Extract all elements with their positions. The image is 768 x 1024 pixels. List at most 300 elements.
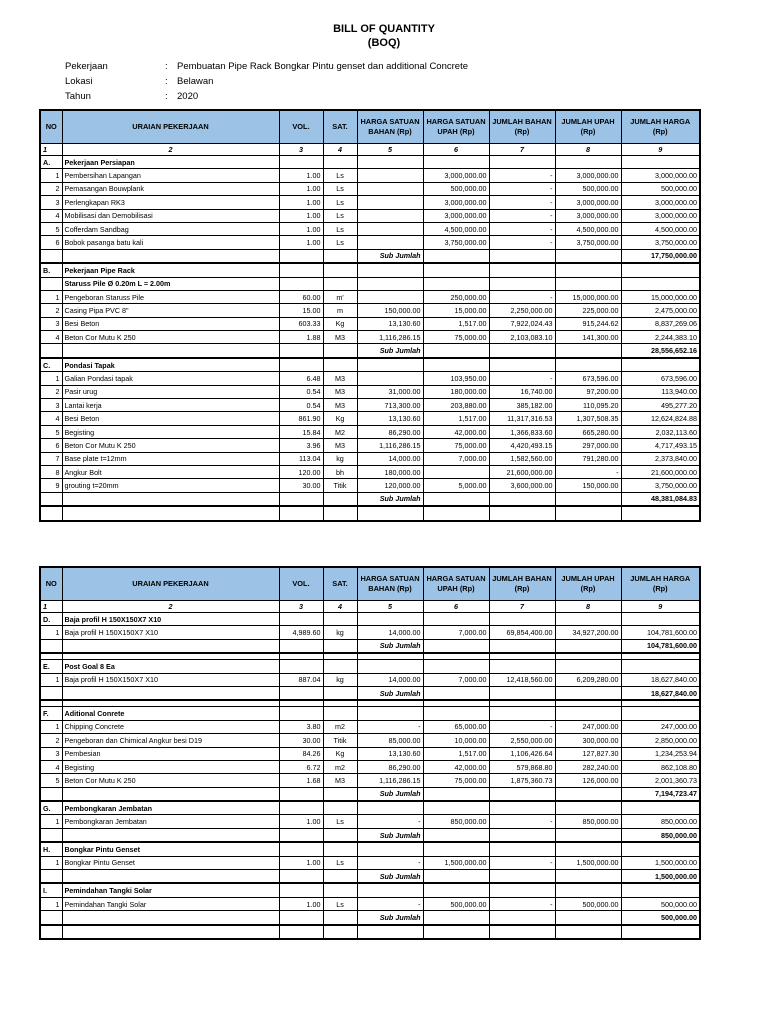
- table-cell: 113,940.00: [621, 385, 700, 398]
- table-cell: 500,000.00: [423, 897, 489, 910]
- table-cell: [62, 686, 279, 700]
- table-cell: [279, 156, 323, 169]
- table-row: [40, 290, 700, 303]
- table-cell: Beton Cor Mutu K 250: [62, 774, 279, 787]
- table-cell: 86,290.00: [357, 425, 423, 438]
- table-cell: 110,095.20: [555, 399, 621, 412]
- subtotal-value: 500,000.00: [621, 911, 700, 925]
- subtotal-label: Sub Jumlah: [357, 828, 423, 842]
- table-cell: [555, 925, 621, 939]
- table-cell: -: [489, 222, 555, 235]
- table-cell: 6,209,280.00: [555, 673, 621, 686]
- table-cell: [62, 911, 279, 925]
- table-cell: [279, 358, 323, 372]
- table-cell: [423, 883, 489, 897]
- table-cell: 42,000.00: [423, 760, 489, 773]
- table-cell: 2,850,000.00: [621, 734, 700, 747]
- section-row: [40, 842, 700, 856]
- table-cell: [489, 707, 555, 720]
- info-label: Lokasi: [65, 76, 93, 87]
- table-cell: Ls: [323, 222, 357, 235]
- table-cell: [62, 787, 279, 801]
- table-cell: 1: [40, 169, 62, 182]
- table-cell: [423, 925, 489, 939]
- table-cell: 300,000.00: [555, 734, 621, 747]
- table-cell: 247,000.00: [621, 720, 700, 733]
- table-cell: [279, 911, 323, 925]
- table-cell: [621, 358, 700, 372]
- column-index: 9: [621, 601, 700, 613]
- table-cell: [621, 613, 700, 626]
- table-cell: M3: [323, 439, 357, 452]
- table-cell: 12,624,824.88: [621, 412, 700, 425]
- table-cell: [489, 613, 555, 626]
- table-cell: 1.00: [279, 196, 323, 209]
- subtotal-label: Sub Jumlah: [357, 249, 423, 263]
- table-cell: Staruss Pile Ø 0.20m L = 2.00m: [62, 277, 279, 290]
- table-cell: 250,000.00: [423, 290, 489, 303]
- table-cell: 30.00: [279, 479, 323, 492]
- table-row: [40, 385, 700, 398]
- column-header: JUMLAH UPAH (Rp): [555, 110, 621, 144]
- table-cell: [555, 639, 621, 653]
- table-cell: 65,000.00: [423, 720, 489, 733]
- table-cell: [423, 801, 489, 815]
- table-cell: Pemindahan Tangki Solar: [62, 897, 279, 910]
- table-cell: 4,500,000.00: [423, 222, 489, 235]
- table-cell: 2: [40, 385, 62, 398]
- table-cell: Kg: [323, 412, 357, 425]
- table-cell: 3,000,000.00: [423, 196, 489, 209]
- table-cell: 713,300.00: [357, 399, 423, 412]
- table-cell: Bongkar Pintu Genset: [62, 842, 279, 856]
- column-header: JUMLAH HARGA (Rp): [621, 567, 700, 601]
- table-cell: [357, 372, 423, 385]
- table-cell: [40, 492, 62, 506]
- info-label: Tahun: [65, 91, 91, 102]
- table-cell: -: [489, 856, 555, 869]
- table-cell: m: [323, 304, 357, 317]
- table-cell: 104,781,600.00: [621, 626, 700, 639]
- table-cell: -: [489, 815, 555, 828]
- table-cell: 15,000.00: [423, 304, 489, 317]
- table-cell: 3,750,000.00: [621, 236, 700, 249]
- table-cell: 4: [40, 209, 62, 222]
- table-cell: [357, 209, 423, 222]
- table-cell: Ls: [323, 856, 357, 869]
- table-cell: [621, 842, 700, 856]
- table-cell: kg: [323, 452, 357, 465]
- table-cell: 861.90: [279, 412, 323, 425]
- table-cell: [357, 277, 423, 290]
- info-value: Belawan: [177, 76, 214, 87]
- table-cell: 2,550,000.00: [489, 734, 555, 747]
- table-cell: [323, 639, 357, 653]
- table-cell: [489, 911, 555, 925]
- table-cell: 673,596.00: [621, 372, 700, 385]
- table-cell: 1: [40, 290, 62, 303]
- table-cell: 150,000.00: [555, 479, 621, 492]
- section-row: [40, 613, 700, 626]
- table-cell: 1,582,560.00: [489, 452, 555, 465]
- table-cell: Besi Beton: [62, 317, 279, 330]
- table-row: [40, 317, 700, 330]
- table-row: [40, 331, 700, 344]
- table-cell: 1.00: [279, 169, 323, 182]
- table-cell: 97,200.00: [555, 385, 621, 398]
- column-index: 2: [62, 144, 279, 156]
- table-row: [40, 856, 700, 869]
- column-index: 7: [489, 144, 555, 156]
- table-cell: 4,989.60: [279, 626, 323, 639]
- table-cell: 126,000.00: [555, 774, 621, 787]
- subtotal-value: 1,500,000.00: [621, 870, 700, 884]
- table-cell: Ls: [323, 196, 357, 209]
- table-cell: 11,317,316.53: [489, 412, 555, 425]
- table-cell: [555, 492, 621, 506]
- table-cell: 15.00: [279, 304, 323, 317]
- table-cell: 60.00: [279, 290, 323, 303]
- table-cell: [555, 828, 621, 842]
- table-cell: Pemasangan Bouwplank: [62, 182, 279, 195]
- table-cell: [489, 263, 555, 277]
- table-cell: [323, 870, 357, 884]
- table-row: [40, 372, 700, 385]
- table-cell: 13,130.60: [357, 412, 423, 425]
- table-cell: 6: [40, 439, 62, 452]
- table-cell: [357, 883, 423, 897]
- table-cell: Pembesian: [62, 747, 279, 760]
- table-cell: D.: [40, 613, 62, 626]
- table-cell: [489, 344, 555, 358]
- table-cell: 3,750,000.00: [555, 236, 621, 249]
- table-cell: 120,000.00: [357, 479, 423, 492]
- table-cell: [279, 506, 323, 520]
- table-cell: Besi Beton: [62, 412, 279, 425]
- table-cell: [423, 506, 489, 520]
- table-cell: [357, 707, 423, 720]
- table-cell: [40, 828, 62, 842]
- subtotal-label: Sub Jumlah: [357, 870, 423, 884]
- table-cell: [555, 277, 621, 290]
- column-header: JUMLAH HARGA (Rp): [621, 110, 700, 144]
- table-cell: Baja profil H 150X150X7 X10: [62, 626, 279, 639]
- column-index: 1: [40, 601, 62, 613]
- table-cell: 4: [40, 412, 62, 425]
- column-index: 3: [279, 601, 323, 613]
- table-cell: [621, 925, 700, 939]
- table-cell: M3: [323, 774, 357, 787]
- table-cell: 3,000,000.00: [423, 169, 489, 182]
- table-cell: [357, 842, 423, 856]
- table-cell: M3: [323, 372, 357, 385]
- table-cell: [423, 344, 489, 358]
- table-cell: Aditional Conrete: [62, 707, 279, 720]
- table-cell: 1,875,360.73: [489, 774, 555, 787]
- table-cell: [357, 613, 423, 626]
- table-cell: [62, 925, 279, 939]
- table-cell: Ls: [323, 209, 357, 222]
- table-cell: Pembersihan Lapangan: [62, 169, 279, 182]
- blank-row: [40, 506, 700, 520]
- table-cell: [279, 787, 323, 801]
- table-cell: 2: [40, 304, 62, 317]
- table-cell: [323, 358, 357, 372]
- table-cell: 1,517.00: [423, 412, 489, 425]
- table-cell: [40, 686, 62, 700]
- table-cell: [323, 249, 357, 263]
- table-cell: 4,500,000.00: [555, 222, 621, 235]
- table-cell: Base plate t=12mm: [62, 452, 279, 465]
- table-cell: 1,116,286.15: [357, 774, 423, 787]
- doc-title: BILL OF QUANTITY: [333, 23, 435, 35]
- table-cell: [357, 196, 423, 209]
- subtotal-row: [40, 911, 700, 925]
- table-cell: 15,000,000.00: [555, 290, 621, 303]
- table-cell: 120.00: [279, 465, 323, 478]
- table-cell: 86,290.00: [357, 760, 423, 773]
- table-cell: 2,373,840.00: [621, 452, 700, 465]
- table-cell: 14,000.00: [357, 626, 423, 639]
- table-cell: [357, 358, 423, 372]
- table-cell: Begisting: [62, 760, 279, 773]
- column-index: 3: [279, 144, 323, 156]
- table-cell: [62, 249, 279, 263]
- subtotal-label: Sub Jumlah: [357, 686, 423, 700]
- table-cell: 6.72: [279, 760, 323, 773]
- table-cell: [323, 344, 357, 358]
- table-cell: [323, 613, 357, 626]
- table-cell: [489, 801, 555, 815]
- subtotal-label: Sub Jumlah: [357, 344, 423, 358]
- table-row: [40, 815, 700, 828]
- table-cell: -: [357, 720, 423, 733]
- table-cell: Pengeboran Staruss Pile: [62, 290, 279, 303]
- table-cell: [489, 639, 555, 653]
- table-cell: 7,000.00: [423, 452, 489, 465]
- table-row: [40, 169, 700, 182]
- table-cell: [40, 277, 62, 290]
- table-cell: 3,000,000.00: [621, 169, 700, 182]
- table-cell: 1: [40, 856, 62, 869]
- table-cell: 5,000.00: [423, 479, 489, 492]
- table-cell: 1.88: [279, 331, 323, 344]
- table-cell: 1: [40, 626, 62, 639]
- table-row: [40, 673, 700, 686]
- table-cell: [489, 358, 555, 372]
- table-cell: 84.26: [279, 747, 323, 760]
- table-cell: 4: [40, 331, 62, 344]
- table-cell: [555, 911, 621, 925]
- table-cell: -: [489, 372, 555, 385]
- table-cell: [489, 686, 555, 700]
- table-cell: [555, 263, 621, 277]
- table-cell: [323, 156, 357, 169]
- table-cell: [279, 828, 323, 842]
- table-row: [40, 760, 700, 773]
- table-cell: [279, 249, 323, 263]
- table-cell: 2,250,000.00: [489, 304, 555, 317]
- table-cell: [555, 249, 621, 263]
- table-row: [40, 720, 700, 733]
- table-cell: [423, 842, 489, 856]
- table-cell: [62, 344, 279, 358]
- column-header: HARGA SATUAN UPAH (Rp): [423, 567, 489, 601]
- table-row: [40, 209, 700, 222]
- column-index: 4: [323, 601, 357, 613]
- table-cell: [279, 492, 323, 506]
- table-cell: 3,000,000.00: [555, 169, 621, 182]
- table-cell: 3.80: [279, 720, 323, 733]
- table-cell: 0.54: [279, 399, 323, 412]
- info-value: Pembuatan Pipe Rack Bongkar Pintu genset dan additional Concrete: [177, 61, 468, 72]
- table-row: [40, 465, 700, 478]
- table-cell: kg: [323, 626, 357, 639]
- table-cell: 225,000.00: [555, 304, 621, 317]
- table-cell: 3,000,000.00: [423, 209, 489, 222]
- column-index-row: [40, 601, 700, 613]
- table-cell: [62, 870, 279, 884]
- table-cell: 18,627,840.00: [621, 673, 700, 686]
- subtotal-row: [40, 787, 700, 801]
- table-row: [40, 774, 700, 787]
- table-cell: 2,032,113.60: [621, 425, 700, 438]
- table-cell: 1,307,508.35: [555, 412, 621, 425]
- table-cell: 3,000,000.00: [621, 196, 700, 209]
- table-cell: 3.96: [279, 439, 323, 452]
- table-cell: 15,000,000.00: [621, 290, 700, 303]
- project-info: [63, 58, 470, 105]
- table-row: [40, 439, 700, 452]
- table-cell: [621, 883, 700, 897]
- table-cell: [323, 707, 357, 720]
- table-cell: 30.00: [279, 734, 323, 747]
- info-row-tahun: [65, 90, 468, 103]
- table-cell: Mobilisasi dan Demobilisasi: [62, 209, 279, 222]
- table-cell: [423, 465, 489, 478]
- table-cell: 10,000.00: [423, 734, 489, 747]
- table-cell: Lantai kerja: [62, 399, 279, 412]
- info-row-lokasi: [65, 75, 468, 88]
- table-cell: [357, 236, 423, 249]
- table-cell: 297,000.00: [555, 439, 621, 452]
- column-header: JUMLAH UPAH (Rp): [555, 567, 621, 601]
- table-cell: [357, 222, 423, 235]
- table-cell: 3: [40, 399, 62, 412]
- table-cell: [555, 870, 621, 884]
- column-index-row: [40, 144, 700, 156]
- table-cell: [323, 492, 357, 506]
- table-cell: Beton Cor Mutu K 250: [62, 331, 279, 344]
- table-cell: 1.00: [279, 815, 323, 828]
- table-cell: 14,000.00: [357, 452, 423, 465]
- table-cell: [423, 911, 489, 925]
- table-cell: [423, 277, 489, 290]
- table-cell: Pekerjaan Pipe Rack: [62, 263, 279, 277]
- table-cell: 385,182.00: [489, 399, 555, 412]
- column-header: VOL.: [279, 110, 323, 144]
- table-cell: 7: [40, 452, 62, 465]
- section-row: [40, 707, 700, 720]
- subtotal-value: 18,627,840.00: [621, 686, 700, 700]
- header-row: [40, 567, 700, 601]
- table-cell: [279, 883, 323, 897]
- subtotal-label: Sub Jumlah: [357, 787, 423, 801]
- subtotal-row: [40, 828, 700, 842]
- column-index: 5: [357, 144, 423, 156]
- table-cell: 1: [40, 720, 62, 733]
- table-cell: 2: [40, 734, 62, 747]
- table-cell: 500,000.00: [555, 182, 621, 195]
- table-cell: [279, 801, 323, 815]
- table-cell: [555, 842, 621, 856]
- table-cell: 1,517.00: [423, 317, 489, 330]
- table-cell: [323, 911, 357, 925]
- column-header: NO: [40, 567, 62, 601]
- table-cell: [357, 182, 423, 195]
- table-cell: 282,240.00: [555, 760, 621, 773]
- table-cell: 1,116,286.15: [357, 439, 423, 452]
- table-cell: [323, 787, 357, 801]
- table-cell: 500,000.00: [621, 182, 700, 195]
- table-row: [40, 399, 700, 412]
- table-cell: [279, 263, 323, 277]
- table-cell: [423, 639, 489, 653]
- subtotal-row: [40, 639, 700, 653]
- table-cell: Bongkar Pintu Genset: [62, 856, 279, 869]
- table-cell: 862,108.80: [621, 760, 700, 773]
- blank-row: [40, 925, 700, 939]
- table-cell: 9: [40, 479, 62, 492]
- table-cell: 21,600,000.00: [489, 465, 555, 478]
- table-cell: [489, 870, 555, 884]
- column-header: JUMLAH BAHAN (Rp): [489, 110, 555, 144]
- table-cell: E.: [40, 660, 62, 673]
- table-cell: G.: [40, 801, 62, 815]
- table-cell: Pemindahan Tangki Solar: [62, 883, 279, 897]
- column-index: 4: [323, 144, 357, 156]
- table-cell: 13,130.60: [357, 747, 423, 760]
- subtotal-row: [40, 344, 700, 358]
- table-cell: [323, 277, 357, 290]
- table-cell: [423, 828, 489, 842]
- info-row-pekerjaan: [65, 60, 468, 73]
- table-row: [40, 626, 700, 639]
- table-cell: Ls: [323, 897, 357, 910]
- table-cell: 673,596.00: [555, 372, 621, 385]
- table-cell: Chipping Concrete: [62, 720, 279, 733]
- table-cell: [489, 492, 555, 506]
- table-cell: [323, 883, 357, 897]
- table-cell: [357, 156, 423, 169]
- table-cell: 2: [40, 182, 62, 195]
- column-index: 9: [621, 144, 700, 156]
- table-cell: [621, 707, 700, 720]
- table-cell: 887.04: [279, 673, 323, 686]
- section-row: [40, 883, 700, 897]
- table-cell: Ls: [323, 169, 357, 182]
- table-row: [40, 734, 700, 747]
- table-cell: 14,000.00: [357, 673, 423, 686]
- table-cell: Ls: [323, 182, 357, 195]
- table-cell: 1,366,833.60: [489, 425, 555, 438]
- table-cell: 3,000,000.00: [621, 209, 700, 222]
- table-cell: [357, 169, 423, 182]
- table-cell: kg: [323, 673, 357, 686]
- column-header: URAIAN PEKERJAAN: [62, 110, 279, 144]
- table-cell: -: [489, 236, 555, 249]
- table-cell: 3: [40, 317, 62, 330]
